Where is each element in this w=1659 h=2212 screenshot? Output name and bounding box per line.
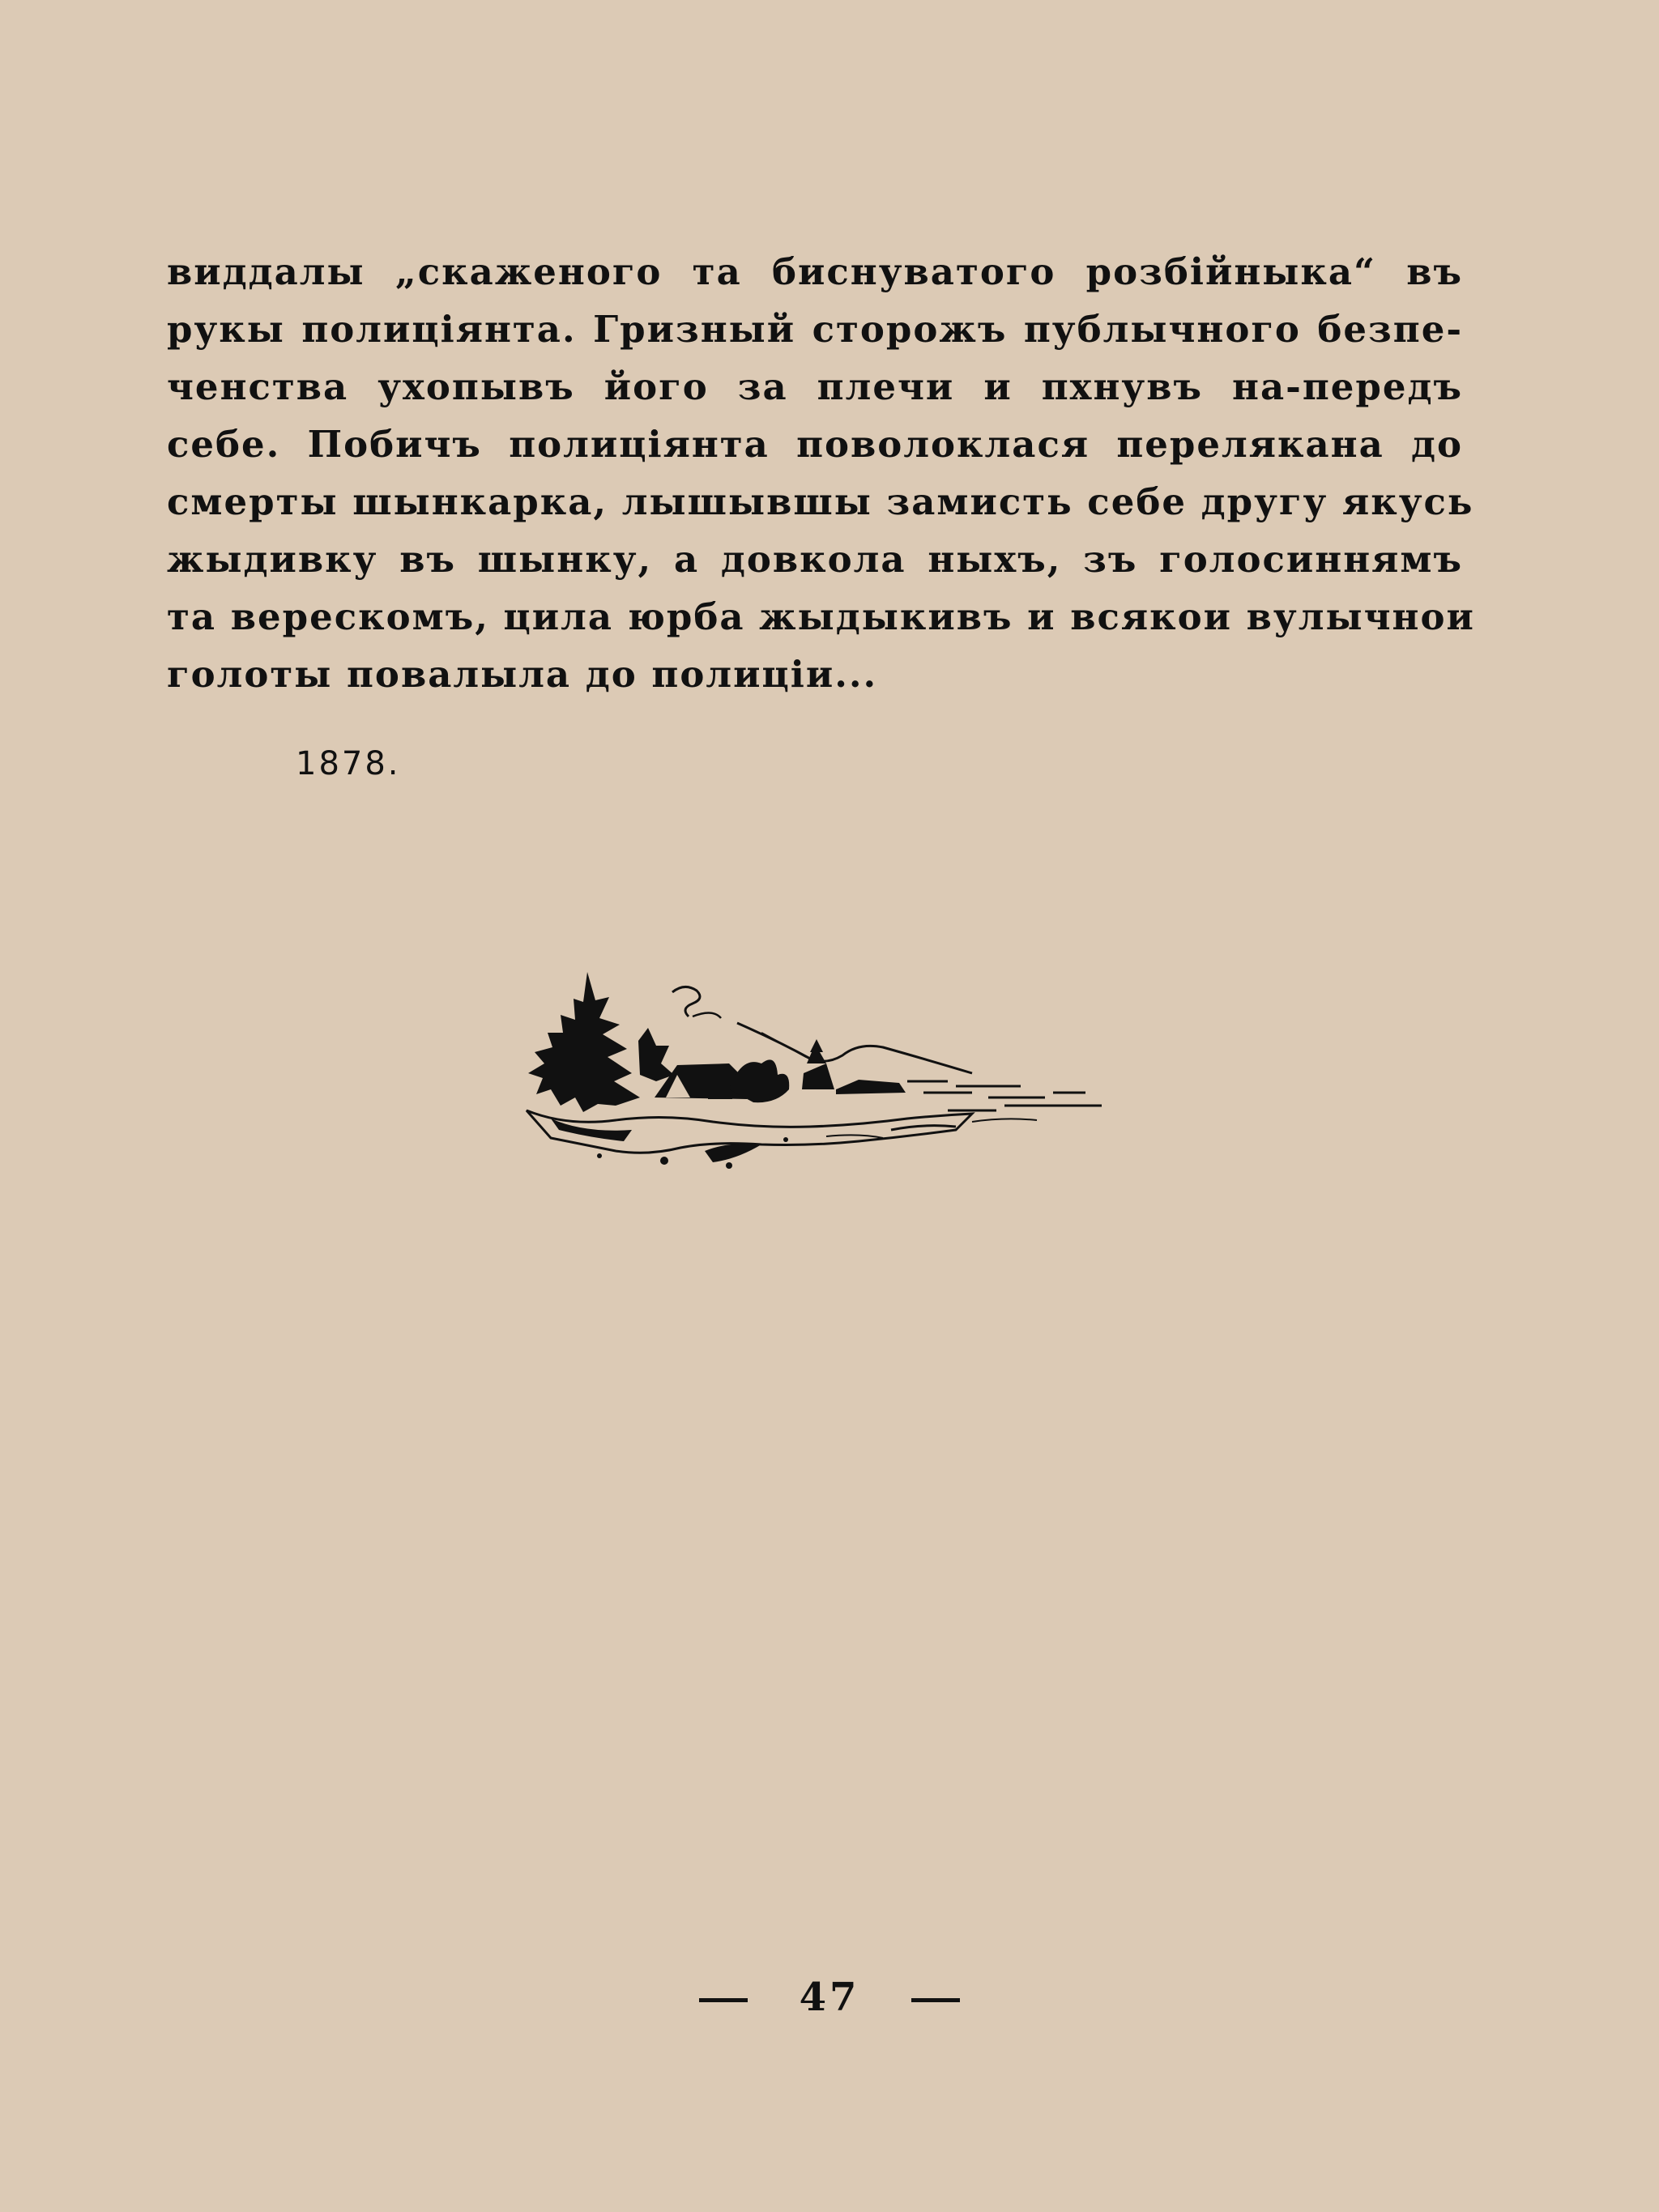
landscape-vignette-icon xyxy=(518,968,1102,1178)
text-line: жыдивку въ шынку, а довкола ныхъ, зъ голосиннямъ xyxy=(167,538,1463,581)
text-line: себе. Побичъ полицiянта поволоклася перелякана до xyxy=(167,423,1463,466)
page-number xyxy=(0,1975,1659,2020)
left-dash xyxy=(699,1998,748,2002)
page-number-value: 47 xyxy=(799,1975,860,2020)
date-line: 1878. xyxy=(296,745,401,782)
text-line: ченства ухопывъ його за плечи и пхнувъ на-передъ xyxy=(167,365,1463,408)
text-line: та верескомъ, цила юрба жыдыкивъ и всякои вулычнои xyxy=(167,595,1475,638)
right-dash xyxy=(911,1998,960,2002)
text-line: голоты повалыла до полицiи... xyxy=(167,653,878,696)
text-line: смерты шынкарка, лышывшы замисть себе другу якусь xyxy=(167,480,1474,523)
body-text xyxy=(167,243,1475,703)
text-line: рукы полицiянта. Гризный сторожъ публычного безпе- xyxy=(167,308,1463,351)
text-line: виддалы „скаженого та биснуватого розбійныка“ въ xyxy=(167,250,1463,293)
